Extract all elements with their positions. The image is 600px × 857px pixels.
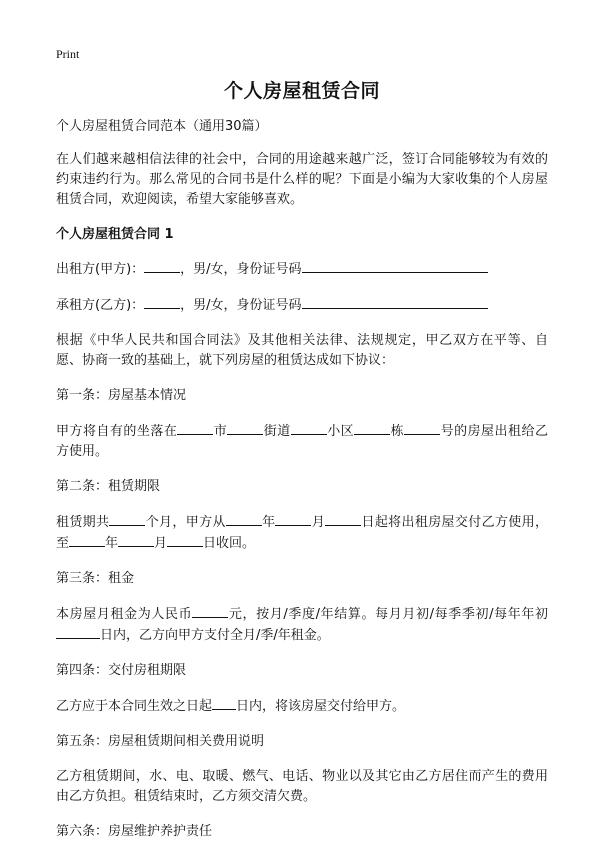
article1-text-2: 市 — [213, 424, 228, 439]
article2-text-4: 月 — [311, 515, 326, 530]
lessor-name-blank — [144, 259, 180, 273]
article1-text-1: 甲方将自有的坐落在 — [56, 424, 178, 439]
lessee-label: 承租方(乙方)： — [56, 298, 145, 313]
building-blank — [354, 421, 390, 435]
end-day-blank — [167, 533, 203, 547]
lessor-gender-text: ，男/女，身份证号码 — [180, 262, 302, 277]
intro-paragraph: 在人们越来越相信法律的社会中，合同的用途越来越广泛，签订合同能够较为有效的约束违约行为。那么常见的合同书是什么样的呢？下面是小编为大家收集的个人房屋租赁合同，欢迎阅读，希望大家能够喜欢。 — [56, 152, 548, 207]
article1-text-4: 小区 — [326, 424, 355, 439]
start-day-blank — [325, 512, 361, 526]
payment-days-blank — [56, 625, 100, 639]
lessor-line — [56, 259, 548, 280]
article6-title: 第六条：房屋维护养护责任 — [56, 824, 213, 839]
street-blank — [227, 421, 263, 435]
article4-title: 第四条：交付房租期限 — [56, 663, 187, 678]
preamble-paragraph: 根据《中华人民共和国合同法》及其他相关法律、法规规定，甲乙双方在平等、自愿、协商一致的基础上，就下列房屋的租赁达成如下协议： — [56, 333, 548, 368]
section-heading: 个人房屋租赁合同 1 — [56, 227, 174, 242]
article3-text-2: 元，按月/季度/年结算。每月月初/每季季初/每年年初 — [228, 607, 548, 622]
article3-text-3: 日内，乙方向甲方支付全月/季/年租金。 — [100, 628, 330, 643]
end-month-blank — [118, 533, 154, 547]
article4-text-1: 乙方应于本合同生效之日起 — [56, 699, 213, 714]
article2-text-5: 日起将出租房屋交付乙方使用，至 — [56, 515, 548, 551]
start-month-blank — [275, 512, 311, 526]
document-title: 个人房屋租赁合同 — [223, 80, 380, 102]
number-blank — [404, 421, 440, 435]
city-blank — [177, 421, 213, 435]
article2-text-7: 月 — [154, 536, 168, 551]
article3-title: 第三条：租金 — [56, 571, 135, 586]
contract-document — [56, 78, 548, 857]
article3-text-1: 本房屋月租金为人民币 — [56, 607, 193, 622]
article1-text-6: 号的房屋出租给乙方使用。 — [56, 424, 548, 459]
community-blank — [291, 421, 327, 435]
article5-title: 第五条：房屋租赁期间相关费用说明 — [56, 734, 265, 749]
end-year-blank — [69, 533, 105, 547]
months-blank — [109, 512, 145, 526]
article1-text-5: 栋 — [390, 424, 405, 439]
article2-text-8: 日收回。 — [203, 536, 256, 551]
article3-body — [56, 604, 548, 646]
start-year-blank — [226, 512, 262, 526]
print-link[interactable]: Print — [56, 47, 80, 61]
document-subtitle: 个人房屋租赁合同范本（通用30篇） — [56, 119, 268, 134]
article2-text-3: 年 — [261, 515, 276, 530]
article2-body — [56, 512, 548, 554]
lessee-gender-text: ，男/女，身份证号码 — [180, 298, 302, 313]
lessor-label: 出租方(甲方)： — [56, 262, 145, 277]
article4-text-2: 日内，将该房屋交付给甲方。 — [236, 699, 406, 714]
article5-body: 乙方租赁期间，水、电、取暖、燃气、电话、物业以及其它由乙方居住而产生的费用由乙方负担。租赁结束时，乙方须交清欠费。 — [56, 769, 548, 804]
article2-title: 第二条：租赁期限 — [56, 479, 161, 494]
lessee-line — [56, 295, 548, 316]
article2-text-6: 年 — [105, 536, 119, 551]
article1-body — [56, 421, 548, 462]
lessee-id-blank — [302, 295, 488, 309]
article1-text-3: 街道 — [263, 424, 291, 439]
article2-text-1: 租赁期共 — [56, 515, 110, 530]
article1-title: 第一条：房屋基本情况 — [56, 388, 187, 403]
rent-amount-blank — [192, 604, 228, 618]
article2-text-2: 个月，甲方从 — [145, 515, 226, 530]
article4-body — [56, 696, 548, 717]
lessee-name-blank — [144, 295, 180, 309]
delivery-days-blank — [212, 696, 236, 710]
lessor-id-blank — [302, 259, 488, 273]
